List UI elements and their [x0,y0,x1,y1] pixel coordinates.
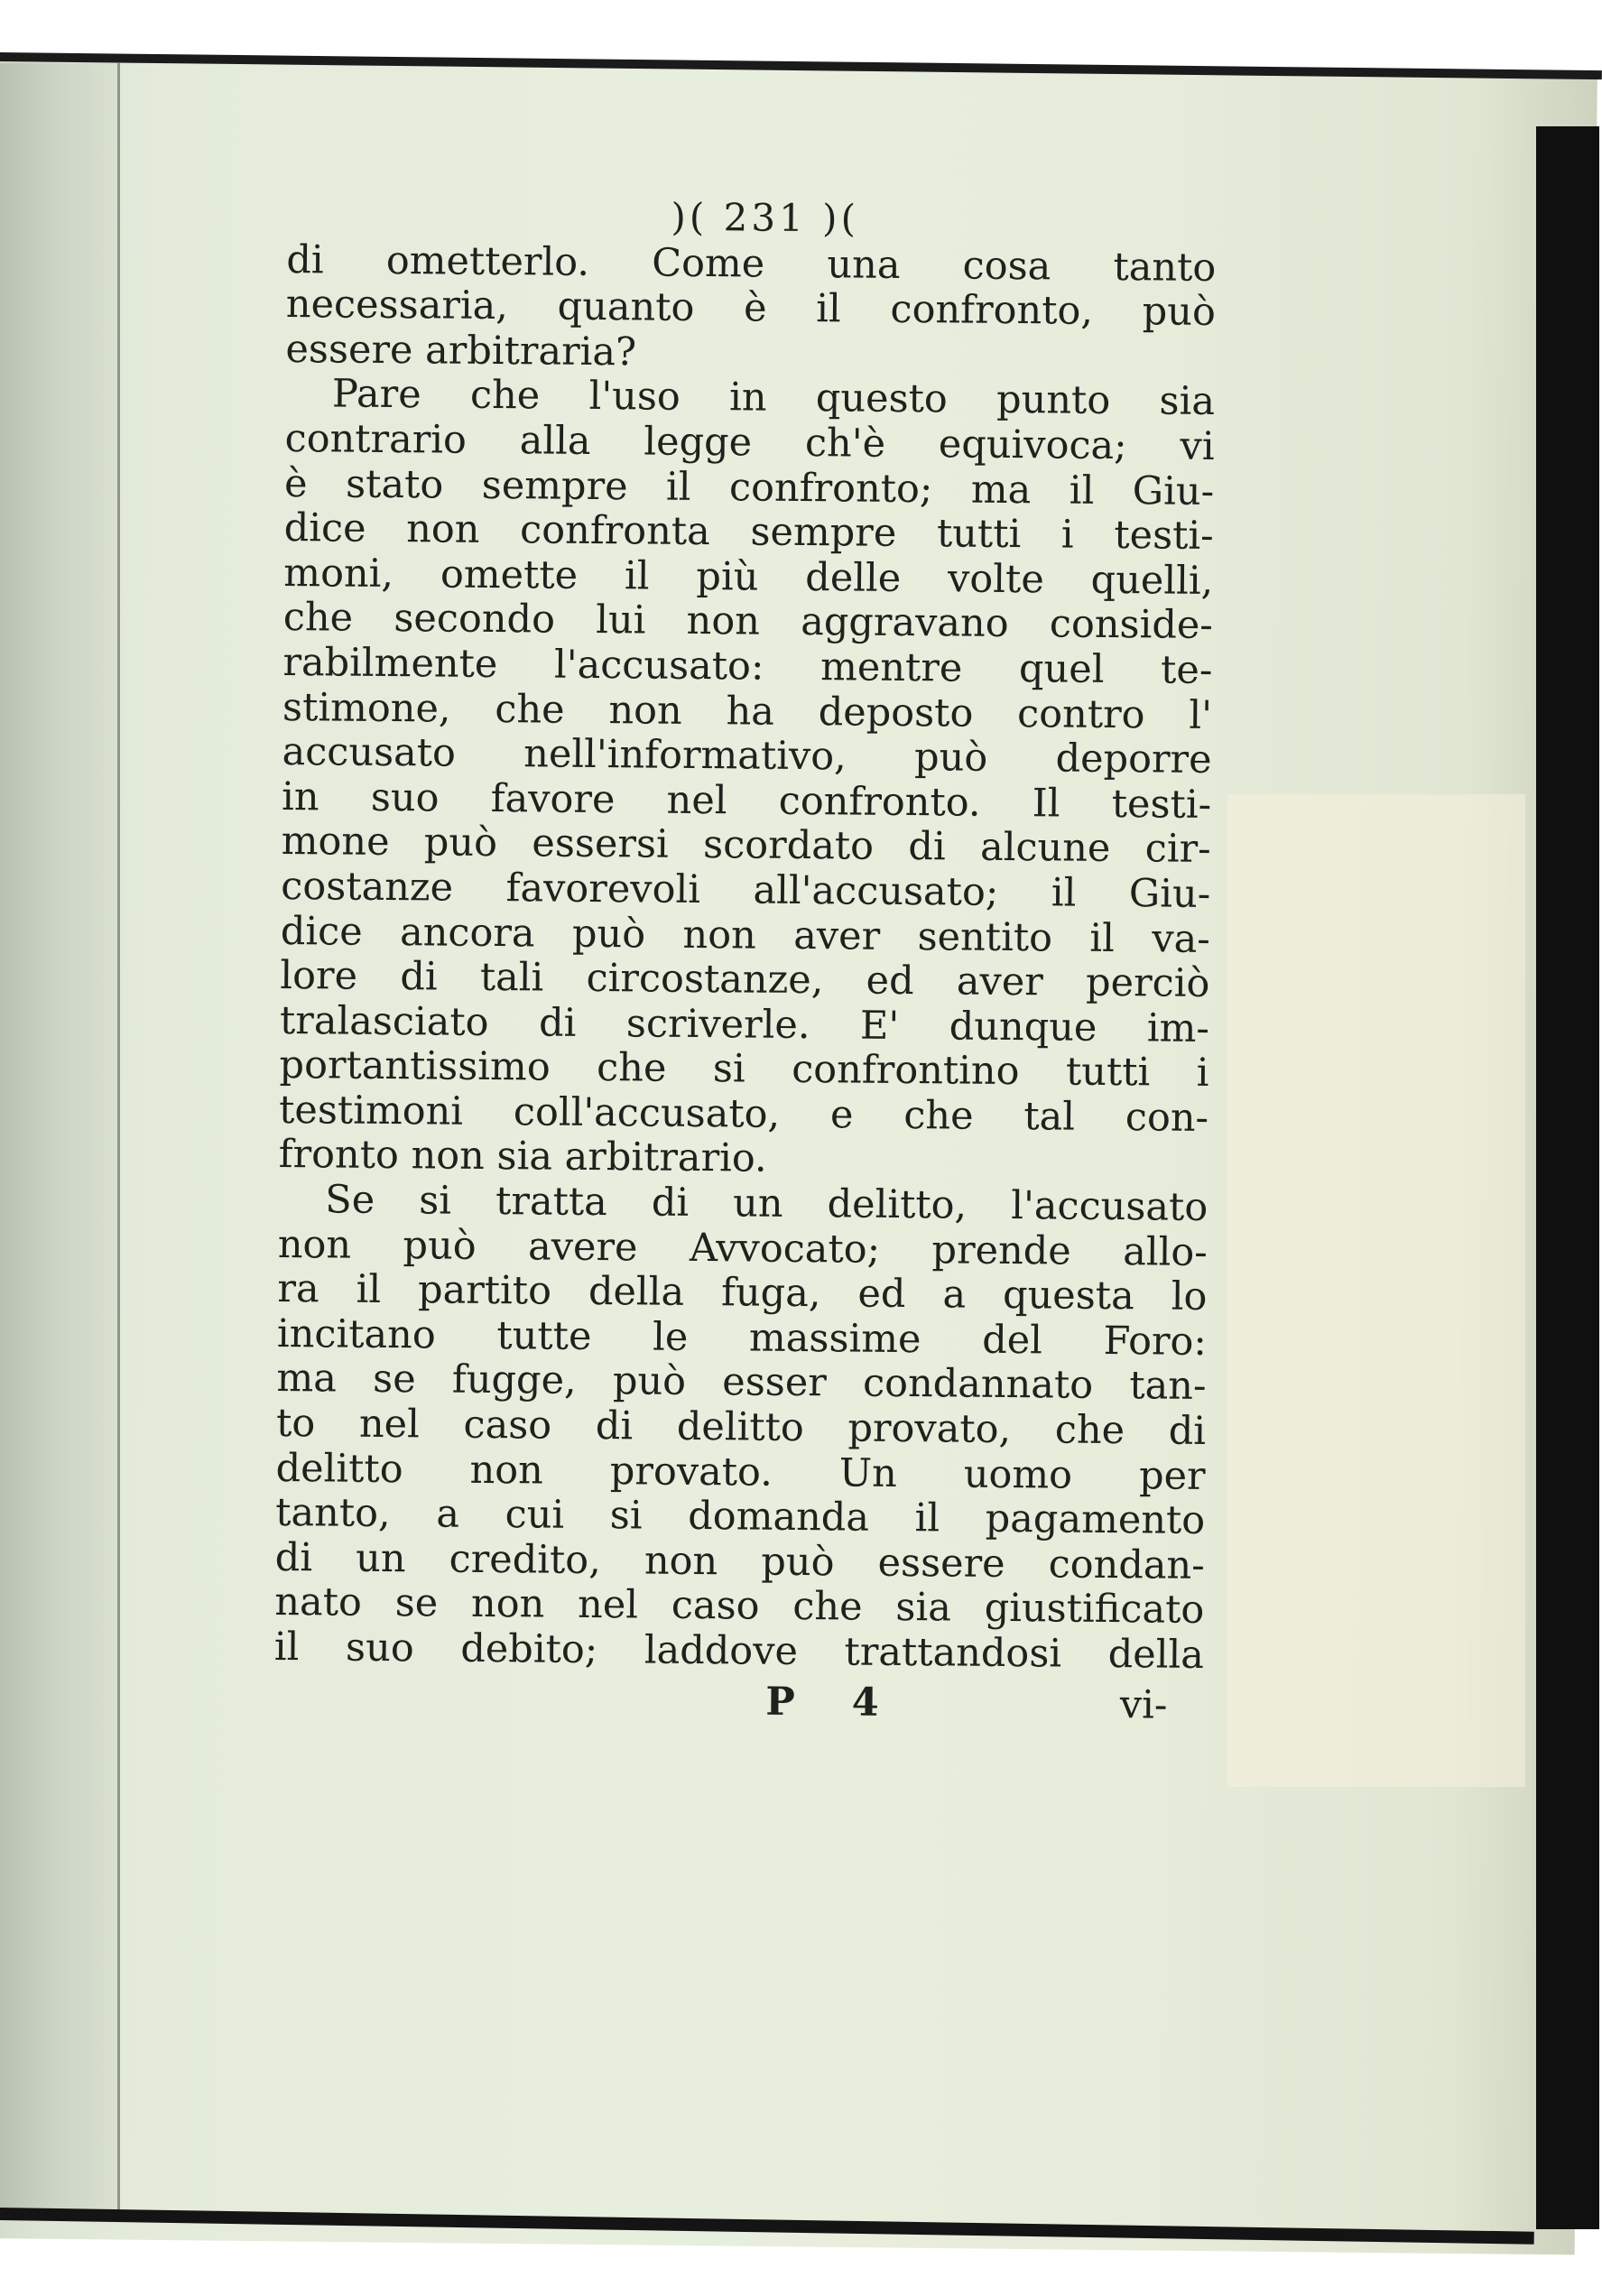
text-line: dice ancora può non aver sentito il va- [280,908,1211,962]
text-line: ra il partito della fuga, ed a questa lo [277,1266,1208,1320]
text-line: mone può essersi scordato di alcune cir- [281,819,1211,873]
text-line: moni, omette il più delle volte quelli, [283,550,1214,604]
text-line: Pare che l'uso in questo punto sia [331,371,1216,425]
text-line: to nel caso di delitto provato, che di [275,1400,1207,1454]
text-line: che secondo lui non aggravano conside- [282,595,1214,649]
text-line: fronto non sia arbitrario. [278,1132,767,1182]
text-line: essere arbitraria? [285,326,637,375]
text-line: Se si tratta di un delitto, l'accusato [325,1177,1208,1231]
paragraph-1 [285,238,1216,381]
text-line: ma se fugge, può esser condannato tan- [276,1356,1207,1410]
text-line: è stato sempre il confronto; ma il Giu- [283,460,1215,514]
text-line: portantissimo che si confrontino tutti i [279,1042,1209,1097]
text-line: non può avere Avvocato; prende allo- [277,1221,1208,1275]
text-line: in suo favore nel confronto. Il testi- [281,773,1212,828]
text-line: costanze favorevoli all'accusato; il Giu- [281,863,1211,917]
faded-area [1227,794,1525,1787]
scan-edge-right [1536,126,1599,2229]
page-text [273,191,1217,1731]
text-line: dice non confronta sempre tutti i testi- [283,505,1214,560]
text-line: nato se non nel caso che sia giustificato [274,1579,1205,1634]
book-spine [0,63,120,2211]
catchword: vi- [1119,1681,1168,1728]
signature-mark: P 4 [765,1679,901,1726]
text-line: accusato nell'informativo, può deporre [282,729,1212,783]
page-header: )( 231 )( [671,194,860,241]
text-line: tanto, a cui si domanda il pagamento [275,1490,1206,1544]
text-line: incitano tutte le massime del Foro: [276,1310,1208,1365]
text-line: lore di tali circostanze, ed aver perciò [280,953,1210,1007]
paragraph-3 [274,1178,1208,1678]
text-line: testimoni coll'accusato, e che tal con- [278,1087,1209,1141]
text-line: necessaria, quanto è il confronto, può [285,282,1217,336]
text-line: tralasciato di scriverle. E' dunque im- [279,997,1210,1051]
text-line: il suo debito; laddove trattandosi della [273,1624,1205,1678]
text-line: di ometterlo. Come una cosa tanto [286,236,1217,291]
text-line: di un credito, non può essere condan- [274,1534,1205,1588]
text-line: contrario alla legge ch'è equivoca; vi [284,415,1215,469]
text-line: rabilmente l'accusato: mentre quel te- [282,639,1213,693]
text-line: delitto non provato. Un uomo per [275,1445,1206,1499]
paragraph-2 [278,372,1215,1186]
page-footer [273,1676,1203,1731]
text-line: stimone, che non ha deposto contro l' [282,684,1213,738]
